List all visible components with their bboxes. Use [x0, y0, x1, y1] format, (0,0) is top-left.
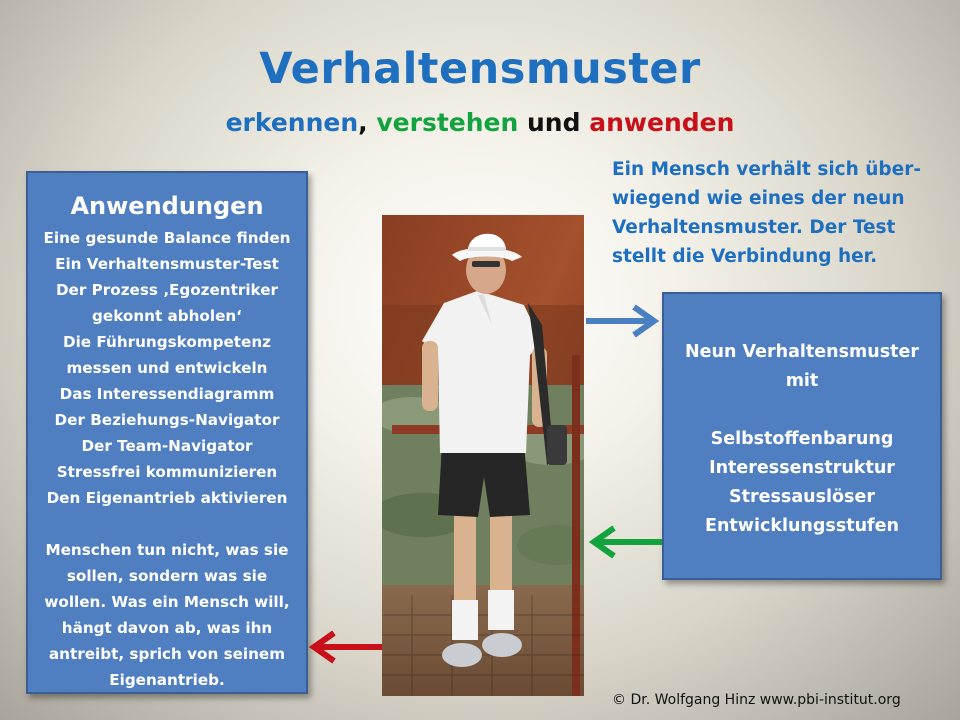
paragraph-line: sollen, sondern was sie — [66, 567, 268, 585]
subtitle-und: und — [527, 108, 581, 137]
slide-subtitle — [0, 108, 960, 137]
copyright-notice: © Dr. Wolfgang Hinz www.pbi-institut.org — [612, 692, 901, 708]
pattern-item: Stressauslöser — [729, 487, 875, 507]
patterns-heading: Neun Verhaltensmuster — [685, 342, 919, 362]
application-item: Der Team-Navigator — [81, 437, 253, 455]
application-item: messen und entwickeln — [66, 359, 268, 377]
application-item: Eine gesunde Balance finden — [43, 229, 291, 247]
application-item: Den Eigenantrieb aktivieren — [46, 489, 288, 507]
patterns-heading-mit: mit — [785, 371, 819, 391]
subtitle-anwenden: anwenden — [589, 108, 735, 137]
arrow-right-blue-icon — [584, 303, 662, 339]
applications-box — [26, 171, 308, 694]
application-item: gekonnt abholen‘ — [92, 307, 242, 325]
subtitle-erkennen: erkennen — [225, 108, 359, 137]
application-item: Die Führungskompetenz — [62, 333, 271, 351]
application-item: Der Beziehungs-Navigator — [54, 411, 280, 429]
test-description — [612, 155, 942, 271]
paragraph-line: hängt davon ab, was ihn — [61, 619, 273, 637]
person-photo — [382, 215, 584, 696]
patterns-box — [662, 292, 942, 580]
application-item: Der Prozess ‚Egozentriker — [55, 281, 279, 299]
paragraph-line: antreibt, sprich von seinem — [48, 645, 286, 663]
application-item: Das Interessendiagramm — [59, 385, 275, 403]
slide-title: Verhaltensmuster — [259, 44, 701, 94]
arrow-left-green-icon — [586, 524, 664, 560]
paragraph-line: wollen. Was ein Mensch will, — [44, 593, 290, 611]
paragraph-line: Eigenantrieb. — [109, 671, 225, 689]
applications-heading: Anwendungen — [70, 192, 264, 220]
applications-list — [28, 225, 306, 511]
description-line: stellt die Verbindung her. — [612, 246, 878, 267]
arrow-left-red-icon — [306, 629, 384, 665]
pattern-item: Entwicklungsstufen — [705, 516, 899, 536]
pattern-item: Interessenstruktur — [709, 458, 895, 478]
pattern-item: Selbstoffenbarung — [710, 429, 894, 449]
paragraph-line: Menschen tun nicht, was sie — [45, 541, 289, 559]
motivation-paragraph — [28, 537, 306, 693]
application-item: Stressfrei kommunizieren — [56, 463, 278, 481]
description-line: Verhaltensmuster. Der Test — [612, 217, 896, 238]
description-line: wiegend wie eines der neun — [612, 188, 905, 209]
application-item: Ein Verhaltensmuster-Test — [55, 255, 279, 273]
subtitle-comma: , — [358, 108, 368, 137]
description-line: Ein Mensch verhält sich über- — [612, 159, 922, 180]
subtitle-verstehen: verstehen — [376, 108, 519, 137]
